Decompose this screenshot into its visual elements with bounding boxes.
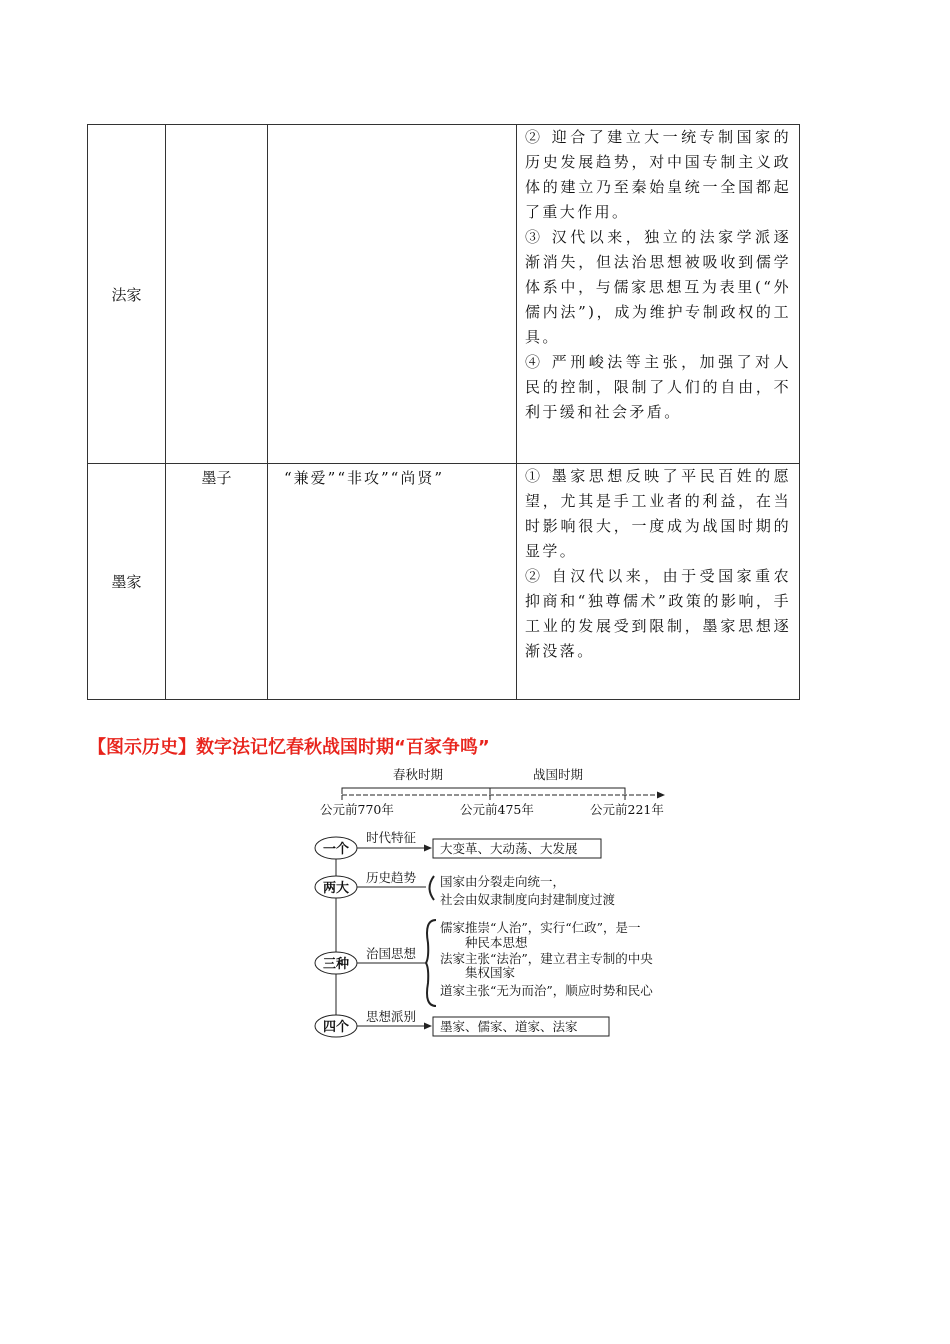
diagram-node-two bbox=[315, 870, 616, 907]
section-heading: 【图示历史】数字法记忆春秋战国时期“百家争鸣” bbox=[88, 737, 490, 758]
date-label: 公元前770年 bbox=[320, 802, 394, 817]
diagram-node-four bbox=[315, 1009, 609, 1037]
evaluation-point: ③ 汉代以来，独立的法家学派逐渐消失，但法治思想被吸收到儒学体系中，与儒家思想互为表里(“外儒内法”)，成为维护专制政权的工具。 bbox=[525, 228, 791, 346]
arrow-icon bbox=[424, 845, 432, 852]
node-label: 两大 bbox=[322, 881, 350, 896]
node-content: 集权国家 bbox=[465, 965, 516, 980]
node-label: 四个 bbox=[322, 1020, 350, 1035]
node-content: 国家由分裂走向统一， bbox=[440, 874, 566, 889]
date-label: 公元前475年 bbox=[460, 802, 534, 817]
table-row bbox=[88, 125, 800, 464]
node-category: 治国思想 bbox=[366, 946, 417, 961]
person-cell bbox=[166, 125, 268, 464]
period-label: 战国时期 bbox=[533, 767, 584, 782]
evaluation-point: ② 自汉代以来，由于受国家重农抑商和“独尊儒术”政策的影响，手工业的发展受到限制，墨家思想逐渐没落。 bbox=[525, 567, 791, 660]
evaluation-cell bbox=[517, 464, 800, 700]
date-label: 公元前221年 bbox=[590, 802, 664, 817]
timeline bbox=[320, 767, 665, 817]
node-content: 墨家、儒家、道家、法家 bbox=[440, 1019, 578, 1034]
idea-cell bbox=[268, 125, 517, 464]
arrow-icon bbox=[424, 1023, 432, 1030]
evaluation-point: ④ 严刑峻法等主张，加强了对人民的控制，限制了人们的自由，不利于缓和社会矛盾。 bbox=[525, 353, 791, 421]
evaluation-point: ② 迎合了建立大一统专制国家的历史发展趋势，对中国专制主义政体的建立乃至秦始皇统一全国都起了重大作用。 bbox=[525, 128, 791, 221]
period-label: 春秋时期 bbox=[393, 767, 444, 782]
diagram-node-one bbox=[315, 830, 601, 859]
schools-table bbox=[87, 124, 800, 700]
school-cell: 墨家 bbox=[88, 464, 166, 700]
brace-icon bbox=[430, 876, 435, 900]
evaluation-cell bbox=[517, 125, 800, 464]
person-cell: 墨子 bbox=[166, 464, 268, 700]
node-content: 种民本思想 bbox=[465, 935, 528, 950]
node-category: 思想派别 bbox=[366, 1009, 417, 1024]
node-category: 历史趋势 bbox=[366, 870, 417, 885]
idea-cell: “兼爱”“非攻”“尚贤” bbox=[268, 464, 517, 700]
table-row bbox=[88, 464, 800, 700]
node-content: 大变革、大动荡、大发展 bbox=[440, 841, 578, 856]
arrow-icon bbox=[657, 792, 665, 799]
school-cell: 法家 bbox=[88, 125, 166, 464]
node-label: 三种 bbox=[322, 957, 350, 972]
node-content: 儒家推崇“人治”，实行“仁政”，是一 bbox=[440, 920, 641, 935]
node-content: 法家主张“法治”，建立君主专制的中央 bbox=[440, 951, 653, 966]
brace-icon bbox=[426, 920, 436, 1006]
diagram-node-three bbox=[315, 920, 653, 1006]
node-category: 时代特征 bbox=[366, 830, 417, 845]
node-content: 社会由奴隶制度向封建制度过渡 bbox=[440, 892, 616, 907]
evaluation-point: ① 墨家思想反映了平民百姓的愿望，尤其是手工业者的利益，在当时影响很大，一度成为战国时期的显学。 bbox=[525, 467, 791, 560]
node-label: 一个 bbox=[322, 842, 350, 857]
node-content: 道家主张“无为而治”，顺应时势和民心 bbox=[440, 983, 653, 998]
hundred-schools-diagram bbox=[300, 760, 680, 1045]
